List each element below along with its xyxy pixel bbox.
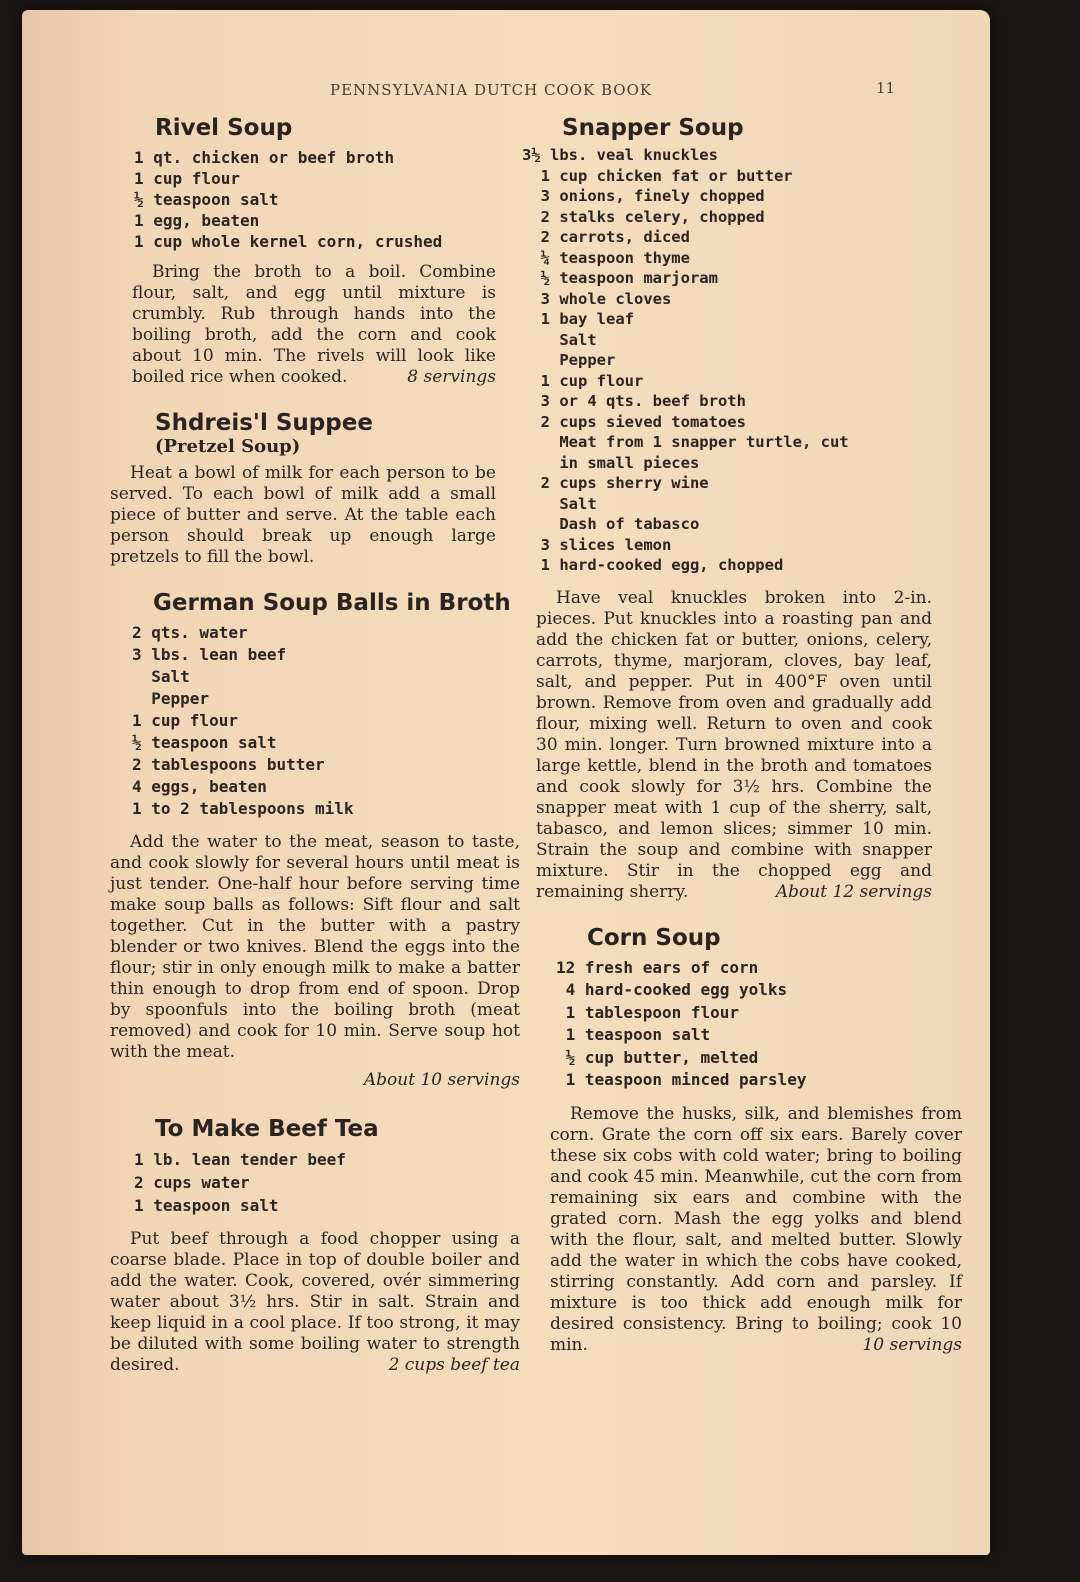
recipe-corn-soup xyxy=(522,925,962,1356)
ingredient: Pepper xyxy=(522,351,616,369)
ingredient: ½ teaspoon marjoram xyxy=(522,269,718,287)
recipe-beef-tea xyxy=(110,1116,520,1376)
ingredient: 1 cup whole kernel corn, crushed xyxy=(134,232,443,251)
ingredient: 1 cup chicken fat or butter xyxy=(522,166,793,185)
recipe-title: Shdreis'l Suppee xyxy=(155,410,373,436)
right-column xyxy=(522,115,962,1373)
recipe-snapper-soup xyxy=(522,115,962,903)
directions-text: Remove the husks, silk, and blemishes from corn. Grate the corn off six ears. Barely cover these six cobs with cold water; bring to boiling and cook 45 min. Meanwhile, cut the corn from remaining six ears and combine with the grated corn. Mash the egg yolks and blend with the flour, salt, and melted butter. Slowly add the water in which the cobs have cooked, stirring constantly. Add corn and parsley. If mixture is too thick add enough milk for desired consistency. Bring to boiling; cook 10 min. xyxy=(550,1103,962,1355)
servings: About 10 servings xyxy=(363,1070,520,1090)
directions xyxy=(110,1229,520,1376)
directions xyxy=(132,262,496,388)
ingredient: Meat from 1 snapper turtle, cut xyxy=(522,433,849,451)
directions: Add the water to the meat, season to taste, and cook slowly for several hours until meat is just tender. One-half hour before serving time make soup balls as follows: Sift flour and salt together. Cut in the butter with a pastry blender or two knives. Blend the eggs into the flour; stir in only enough milk to make a batter thin enough to drop from end of spoon. Drop by spoonfuls into the boiling broth (meat removed) and cook for 10 min. Serve soup hot with the meat. xyxy=(110,832,520,1062)
recipe-rivel-soup xyxy=(110,115,520,388)
ingredient: 2 stalks celery, chopped xyxy=(522,207,765,226)
servings: 10 servings xyxy=(862,1334,962,1355)
ingredient: 3 slices lemon xyxy=(522,535,672,554)
ingredient: 1 qt. chicken or beef broth xyxy=(134,148,395,167)
ingredient: 1 tablespoon flour xyxy=(556,1002,740,1022)
directions-text: Bring the broth to a boil. Combine flour, salt, and egg until mixture is crumbly. Rub through hands into the boiling broth, add the corn and cook about 10 min. The rivels will look like boiled rice when cooked. xyxy=(132,262,496,387)
directions: Heat a bowl of milk for each person to be served. To each bowl of milk add a small piece of butter and serve. At the table each person should break up enough large pretzels to fill the bowl. xyxy=(110,463,496,567)
recipe-title: Snapper Soup xyxy=(562,115,744,141)
ingredient: 1 teaspoon salt xyxy=(134,1196,279,1215)
ingredient: 1 hard-cooked egg, chopped xyxy=(522,556,784,574)
ingredient: 2 cups water xyxy=(134,1173,250,1192)
directions-text: Have veal knuckles broken into 2-in. pieces. Put knuckles into a roasting pan and add the chicken fat or butter, onions, celery, carrots, thyme, marjoram, cloves, bay leaf, salt, and pepper. Put in 400°F oven until brown. Remove from oven and gradually add flour, mixing well. Return to oven and cook 30 min. longer. Turn browned mixture into a large kettle, blend in the broth and tomatoes and cook slowly for 3½ hrs. Combine the snapper meat with 1 cup of the sherry, salt, tabasco, and lemon slices; simmer 10 min. Strain the soup and combine with snapper mixture. Stir in the chopped egg and remaining sherry. xyxy=(536,587,932,902)
ingredient: 1 cup flour xyxy=(134,169,240,188)
ingredient: 1 to 2 tablespoons milk xyxy=(132,799,354,818)
directions xyxy=(550,1104,962,1356)
ingredient: ¼ teaspoon thyme xyxy=(522,248,690,267)
ingredient: Salt xyxy=(522,494,597,513)
ingredient: 1 teaspoon minced parsley xyxy=(556,1070,807,1089)
ingredient: 2 qts. water xyxy=(132,623,248,642)
servings: 8 servings xyxy=(407,367,496,387)
ingredient: ½ teaspoon salt xyxy=(132,733,277,752)
ingredient: 4 hard-cooked egg yolks xyxy=(556,980,788,999)
running-header: PENNSYLVANIA DUTCH COOK BOOK xyxy=(330,81,653,99)
servings: 2 cups beef tea xyxy=(388,1355,520,1375)
ingredient: 1 egg, beaten xyxy=(134,211,260,230)
ingredient-list xyxy=(556,957,962,1092)
ingredient: ½ teaspoon salt xyxy=(134,190,279,209)
ingredient: Pepper xyxy=(132,689,210,708)
recipe-title: To Make Beef Tea xyxy=(155,1116,379,1142)
ingredient: 1 lb. lean tender beef xyxy=(134,1150,346,1169)
ingredient: 3½ lbs. veal knuckles xyxy=(522,146,718,164)
ingredient: 3 whole cloves xyxy=(522,289,672,308)
directions-text: Put beef through a food chopper using a coarse blade. Place in top of double boiler and add the water. Cook, covered, ovér simmering water about 3½ hrs. Stir in salt. Strain and keep liquid in a cool place. If too strong, it may be diluted with some boiling water to strength desired. xyxy=(110,1229,520,1375)
ingredient: 1 cup flour xyxy=(522,371,644,390)
ingredient: 2 carrots, diced xyxy=(522,228,690,246)
ingredient: 12 fresh ears of corn xyxy=(556,957,759,977)
ingredient: 1 cup flour xyxy=(132,711,238,730)
ingredient: ½ cup butter, melted xyxy=(556,1047,759,1067)
page-number: 11 xyxy=(876,79,896,97)
ingredient: 3 or 4 qts. beef broth xyxy=(522,392,746,410)
ingredient-list xyxy=(132,622,520,820)
ingredient: in small pieces xyxy=(522,453,700,472)
recipe-title: Rivel Soup xyxy=(155,115,293,141)
ingredient: Salt xyxy=(132,667,190,686)
ingredient: 2 tablespoons butter xyxy=(132,755,325,774)
ingredient-list xyxy=(522,145,962,576)
ingredient: 2 cups sieved tomatoes xyxy=(522,412,746,431)
recipe-german-soup-balls xyxy=(110,590,520,1090)
ingredient: 3 onions, finely chopped xyxy=(522,187,765,205)
servings: About 12 servings xyxy=(775,881,932,902)
ingredient-list xyxy=(134,147,520,252)
ingredient: 2 cups sherry wine xyxy=(522,474,709,492)
recipe-title: German Soup Balls in Broth xyxy=(153,590,511,616)
ingredient: 4 eggs, beaten xyxy=(132,777,267,796)
ingredient: Dash of tabasco xyxy=(522,515,700,533)
ingredient: 3 lbs. lean beef xyxy=(132,645,287,664)
left-column xyxy=(110,115,520,1393)
recipe-subtitle: (Pretzel Soup) xyxy=(155,436,301,457)
recipe-title: Corn Soup xyxy=(587,924,721,951)
ingredient: Salt xyxy=(522,330,597,349)
ingredient-list xyxy=(134,1148,520,1217)
ingredient: 1 teaspoon salt xyxy=(556,1025,711,1044)
directions xyxy=(536,588,932,903)
ingredient: 1 bay leaf xyxy=(522,310,634,328)
recipe-shdreisl-suppee xyxy=(110,410,520,568)
